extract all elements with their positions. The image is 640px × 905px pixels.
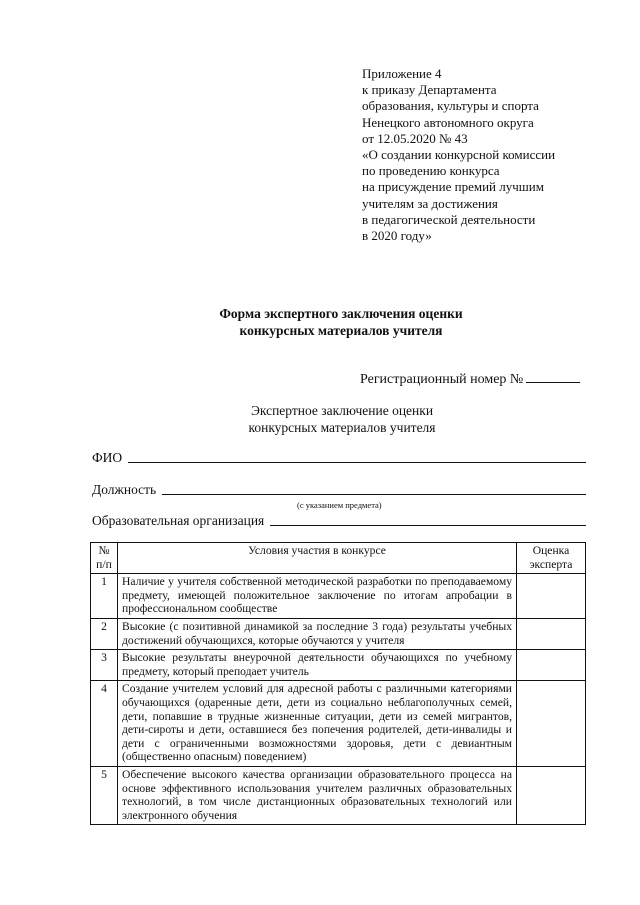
form-title xyxy=(0,305,640,339)
row-number: 5 xyxy=(91,766,118,824)
organization-field xyxy=(92,513,586,529)
appendix-block xyxy=(362,66,622,244)
row-number: 3 xyxy=(91,650,118,681)
row-score-cell[interactable] xyxy=(517,681,586,767)
appendix-line: на присуждение премий лучшим xyxy=(362,179,544,195)
registration-number xyxy=(360,370,580,388)
row-number: 4 xyxy=(91,681,118,767)
registration-label: Регистрационный номер № xyxy=(360,372,524,387)
appendix-line: от 12.05.2020 № 43 xyxy=(362,130,468,146)
appendix-line: образования, культуры и спорта xyxy=(362,98,539,114)
row-score-cell[interactable] xyxy=(517,766,586,824)
appendix-line: учителям за достижения xyxy=(362,195,498,211)
registration-number-blank[interactable] xyxy=(526,370,580,383)
row-condition: Высокие результаты внеурочной деятельности обучающихся по учебному предмету, который преподает учитель xyxy=(118,650,517,681)
position-label: Должность xyxy=(92,482,157,497)
fio-blank[interactable] xyxy=(128,461,586,463)
table-row xyxy=(91,766,586,824)
table-row xyxy=(91,618,586,649)
position-hint: (с указанием предмета) xyxy=(297,500,382,510)
row-condition: Создание учителем условий для адресной работы с различными категориями обучающихся (одаренные дети, дети из социально неблагополучных семей, дети, попавшие в трудные жизненные ситуации, дети из семей мигрантов, дети-сироты и дети, оставшиеся без попечения родителей, дети-инвалиды и дети с ограниченными возможностями здоровья, дети с девиантным (общественно опасным) поведением) xyxy=(118,681,517,767)
header-number-line2: п/п xyxy=(96,557,112,571)
conclusion-heading xyxy=(0,402,640,436)
row-score-cell[interactable] xyxy=(517,574,586,619)
row-condition: Высокие (с позитивной динамикой за последние 3 года) результаты учебных достижений обучающихся, которые обучаются у учителя xyxy=(118,618,517,649)
table-row xyxy=(91,574,586,619)
appendix-line: Приложение 4 xyxy=(362,66,442,81)
table-row xyxy=(91,650,586,681)
header-score xyxy=(517,543,586,574)
form-title-line: конкурсных материалов учителя xyxy=(239,323,443,338)
header-number xyxy=(91,543,118,574)
appendix-line: Ненецкого автономного округа xyxy=(362,114,534,130)
header-score-line2: эксперта xyxy=(529,557,573,571)
row-score-cell[interactable] xyxy=(517,650,586,681)
fio-label: ФИО xyxy=(92,450,123,465)
row-number: 1 xyxy=(91,574,118,619)
row-condition: Обеспечение высокого качества организации образовательного процесса на основе эффективного использования учителем различных образовательных технологий, в том числе дистанционных образовательных технологий или электронного обучения xyxy=(118,766,517,824)
appendix-line: к приказу Департамента xyxy=(362,82,497,98)
form-title-line: Форма экспертного заключения оценки xyxy=(219,306,463,321)
position-blank[interactable] xyxy=(162,493,586,495)
row-number: 2 xyxy=(91,618,118,649)
header-number-line1: № xyxy=(98,544,110,557)
appendix-line: в педагогической деятельности xyxy=(362,211,536,227)
appendix-line: «О создании конкурсной комиссии xyxy=(362,147,556,163)
row-score-cell[interactable] xyxy=(517,618,586,649)
conditions-table xyxy=(90,542,586,825)
organization-blank[interactable] xyxy=(270,524,586,526)
organization-label: Образовательная организация xyxy=(92,513,265,528)
header-conditions: Условия участия в конкурсе xyxy=(118,543,517,574)
appendix-line: в 2020 году» xyxy=(362,228,432,244)
row-condition: Наличие у учителя собственной методической разработки по преподаваемому предмету, имеющей положительное заключение по итогам апробации в профессиональном сообществе xyxy=(118,574,517,619)
header-score-line1: Оценка xyxy=(532,544,570,557)
table-row xyxy=(91,681,586,767)
table-header-row xyxy=(91,543,586,574)
conclusion-line: конкурсных материалов учителя xyxy=(248,420,436,435)
fio-field xyxy=(92,450,586,466)
conclusion-line: Экспертное заключение оценки xyxy=(250,403,434,418)
appendix-line: по проведению конкурса xyxy=(362,163,500,179)
position-field xyxy=(92,482,586,498)
